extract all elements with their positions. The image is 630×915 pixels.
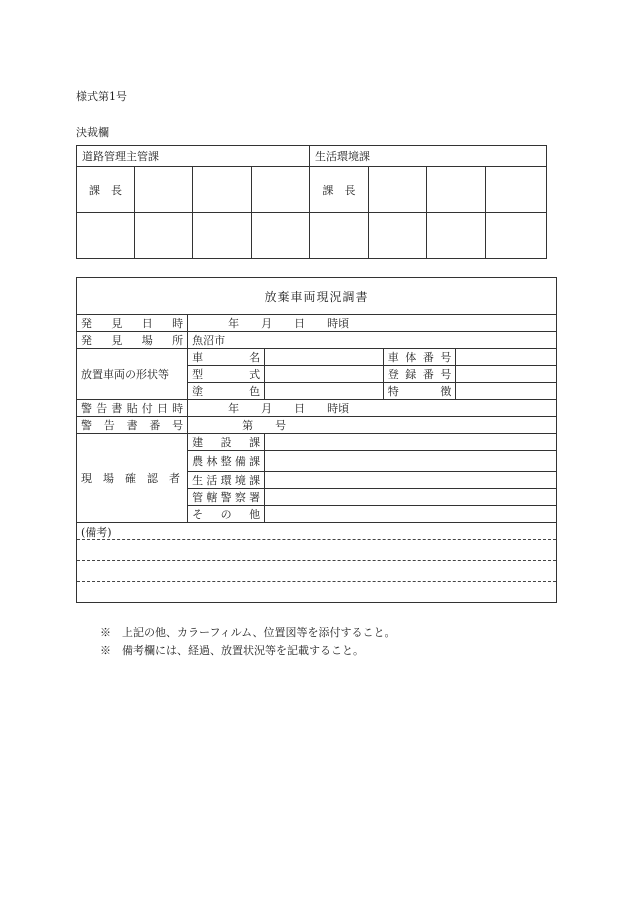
confirmer-other-label: そ の 他: [188, 506, 265, 523]
approval-stamp-cell[interactable]: [135, 167, 193, 213]
note-remarks: ※ 備考欄には、経過、放置状況等を記載すること。: [100, 644, 364, 657]
form-number: 様式第1号: [76, 90, 127, 103]
car-name-label: 車 名: [188, 349, 265, 366]
chassis-number-label: 車体番号: [383, 349, 456, 366]
approval-stamp-cell[interactable]: [193, 213, 252, 259]
approval-chief-road: 課 長: [77, 167, 135, 213]
discovery-datetime-field[interactable]: 年 月 日 時頃: [188, 315, 557, 332]
approval-stamp-cell[interactable]: [486, 213, 547, 259]
approval-stamp-cell[interactable]: [135, 213, 193, 259]
approval-stamp-cell[interactable]: [486, 167, 547, 213]
approval-stamp-cell[interactable]: [427, 167, 486, 213]
approval-stamp-cell[interactable]: [252, 213, 310, 259]
approval-section-label: 決裁欄: [76, 126, 109, 139]
remarks-label: (備考): [77, 523, 556, 540]
approval-stamp-cell[interactable]: [427, 213, 486, 259]
chassis-number-field[interactable]: [456, 349, 557, 366]
report-title: 放棄車両現況調書: [77, 278, 557, 315]
confirmer-field[interactable]: [265, 434, 557, 451]
vehicle-state-label: 放置車両の形状等: [77, 349, 188, 400]
model-label: 型 式: [188, 366, 265, 383]
confirmer-environment-label: 生活環境課: [188, 472, 265, 489]
warning-number-label: 警告書番号: [77, 417, 188, 434]
registration-number-label: 登録番号: [383, 366, 456, 383]
confirmer-police-label: 管轄警察署: [188, 489, 265, 506]
remarks-line[interactable]: [77, 540, 556, 561]
model-field[interactable]: [265, 366, 384, 383]
confirmer-field[interactable]: [265, 451, 557, 472]
features-label: 特 徴: [383, 383, 456, 400]
site-confirmer-label: 現 場 確 認 者: [77, 434, 188, 523]
discovery-place-label: 発 見 場 所: [77, 332, 188, 349]
features-field[interactable]: [456, 383, 557, 400]
note-attachments: ※ 上記の他、カラーフィルム、位置図等を添付すること。: [100, 626, 396, 639]
color-field[interactable]: [265, 383, 384, 400]
warning-number-field[interactable]: 第 号: [188, 417, 557, 434]
discovery-place-field[interactable]: 魚沼市: [188, 332, 557, 349]
car-name-field[interactable]: [265, 349, 384, 366]
confirmer-field[interactable]: [265, 472, 557, 489]
color-label: 塗 色: [188, 383, 265, 400]
confirmer-agri-label: 農林整備課: [188, 451, 265, 472]
discovery-datetime-label: 発 見 日 時: [77, 315, 188, 332]
vehicle-report-table: [76, 277, 557, 603]
approval-stamp-cell[interactable]: [77, 213, 135, 259]
remarks-line[interactable]: [77, 561, 556, 582]
confirmer-construction-label: 建 設 課: [188, 434, 265, 451]
remarks-line[interactable]: [77, 582, 556, 602]
approval-group-road: 道路管理主管課: [77, 146, 310, 167]
warning-posted-label: 警告書貼付日時: [77, 400, 188, 417]
approval-stamp-cell[interactable]: [252, 167, 310, 213]
remarks-area[interactable]: [77, 523, 557, 603]
approval-table: [76, 145, 547, 259]
registration-number-field[interactable]: [456, 366, 557, 383]
warning-posted-field[interactable]: 年 月 日 時頃: [188, 400, 557, 417]
approval-chief-environment: 課 長: [310, 167, 369, 213]
approval-stamp-cell[interactable]: [310, 213, 369, 259]
confirmer-field[interactable]: [265, 489, 557, 506]
approval-group-environment: 生活環境課: [310, 146, 547, 167]
approval-stamp-cell[interactable]: [369, 167, 427, 213]
approval-stamp-cell[interactable]: [369, 213, 427, 259]
confirmer-field[interactable]: [265, 506, 557, 523]
approval-stamp-cell[interactable]: [193, 167, 252, 213]
